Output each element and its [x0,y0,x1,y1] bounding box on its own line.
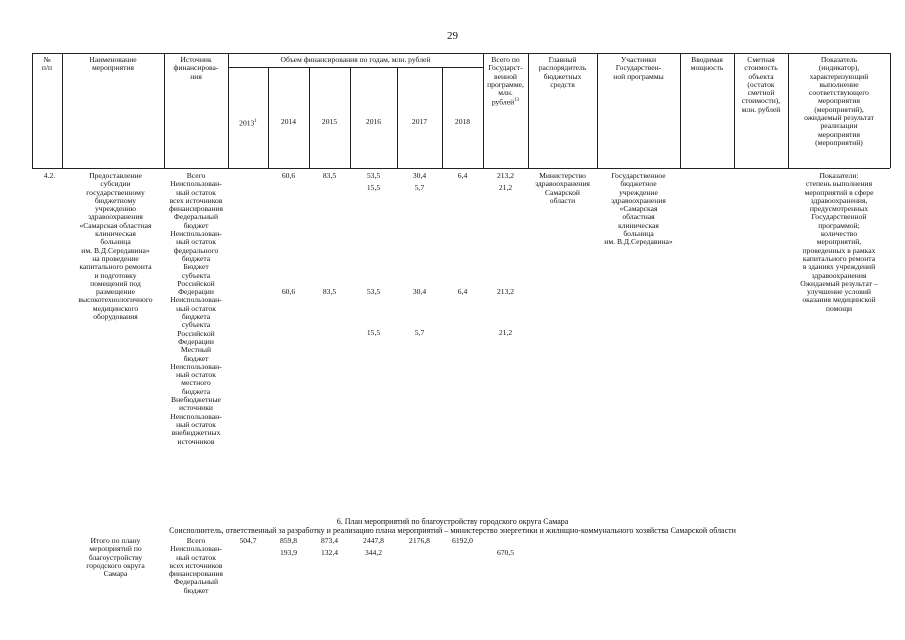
cell-total: 6192,0 [452,536,473,545]
cell-2014: 193,9 [279,548,298,557]
cell-2018: 6,4 [457,171,468,180]
cell-2015: 83,5 [322,287,337,296]
plan-total-sources: Всего Неиспользован- ный остаток всех источников финансирования Федеральный бюджет [169,536,223,595]
cell-2017: 5,7 [414,328,425,337]
cell-2013: 504,7 [239,536,257,545]
cell-total: 213,2 [496,171,515,180]
cell-total: 213,2 [496,287,515,296]
cell-2016: 344,2 [364,548,383,557]
cell-2017: 2176,8 [409,536,430,545]
cell-total: 21,2 [498,183,513,192]
header-cost: Сметная стоимость объекта (остаток сметной стоимости), млн. рублей [741,55,781,114]
cell-2014: 60,6 [281,171,296,180]
header-year-2017: 2017 [411,117,428,126]
cell-2016: 2447,8 [363,536,384,545]
item-num: 4.2. [43,171,56,180]
cell-2014: 60,6 [281,287,296,296]
header-year-2015: 2015 [321,117,338,126]
cell-2016: 15,5 [366,183,381,192]
header-year-2018: 2018 [454,117,471,126]
header-indicator: Показатель (индикатор), характеризующий выполнение соответствующего мероприятия (мероприятий), ожидаемый результат реализации мероприятия (мероприятий) [804,55,874,147]
header-capacity: Вводимая мощность [690,55,724,73]
item-sources: Всего Неиспользован- ный остаток всех источников финансирования Федеральный бюджет Неиспользован- ный остаток федерального бюджета Бюджет субъекта Российской Федерации Неиспользован- ный остаток бюджета субъекта Российской Федерации Местный бюджет Неиспользован- ный остаток местного бюджета Внебюджетные источники Неиспользован- ный остаток внебюджетных источников [169,171,223,446]
header-year-2014: 2014 [280,117,297,126]
item-participants: Государственное бюджетное учреждение здравоохранения «Самарская областная клиническая больница им. В.Д.Середавина» [604,171,673,247]
header-participants: Участники Государствен- ной программы [613,55,664,81]
item-manager: Министерство здравоохранения Самарской области [535,171,590,205]
cell-2016: 15,5 [366,328,381,337]
header-name: Наименование мероприятия [89,55,137,73]
header-num: № п/п [41,55,53,73]
cell-2016: 53,5 [366,287,381,296]
header-funding: Объем финансирования по годам, млн. рублей [280,55,431,64]
header-source: Источник финансирова- ния [173,55,219,81]
plan-total-name: Итого по плану мероприятий по благоустройству городского округа Самара [86,536,145,579]
cell-total: 670,5 [496,548,515,557]
cell-total: 21,2 [498,328,513,337]
cell-2016: 53,5 [366,171,381,180]
section-title: 6. План мероприятий по благоустройству городского округа Самара [336,517,569,526]
header-total: Всего по Государст- венной программе, млн. рублей$^{13}$ [487,55,524,108]
cell-2017: 5,7 [414,183,425,192]
item-name: Предоставление субсидии государственному бюджетному учреждению здравоохранения «Самарская областная клиническая больница им. В.Д.Середавина» на проведение капитального ремонта и подготовку помещений под размещение высокотехнологичного медицинского оборудования [78,171,153,322]
cell-2015: 132,4 [320,548,339,557]
cell-2015: 83,5 [322,171,337,180]
cell-2014: 859,8 [279,536,298,545]
item-indicator: Показатели: степень выполнения мероприятий в сфере здравоохранения, предусмотренных Государственной программой; количество мероприятий, проведенных в рамках капитального ремонта в зданиях учреждений здравоохранения Ожидаемый результат – улучшение условий оказания медицинской помощи [800,171,878,313]
section-executor: Соисполнитель, ответственный за разработку и реализацию плана мероприятий – министерство энергетики и жилищно-коммунального хозяйства Самарской области [169,526,736,535]
header-year-2016: 2016 [365,117,382,126]
page-number: 29 [447,30,458,42]
cell-2017: 30,4 [412,287,427,296]
header-manager: Главный распорядитель бюджетных средств [538,55,587,89]
cell-2017: 30,4 [412,171,427,180]
cell-2015: 873,4 [320,536,339,545]
header-year-2013: 2013$^1$ [239,118,257,128]
cell-2018: 6,4 [457,287,468,296]
